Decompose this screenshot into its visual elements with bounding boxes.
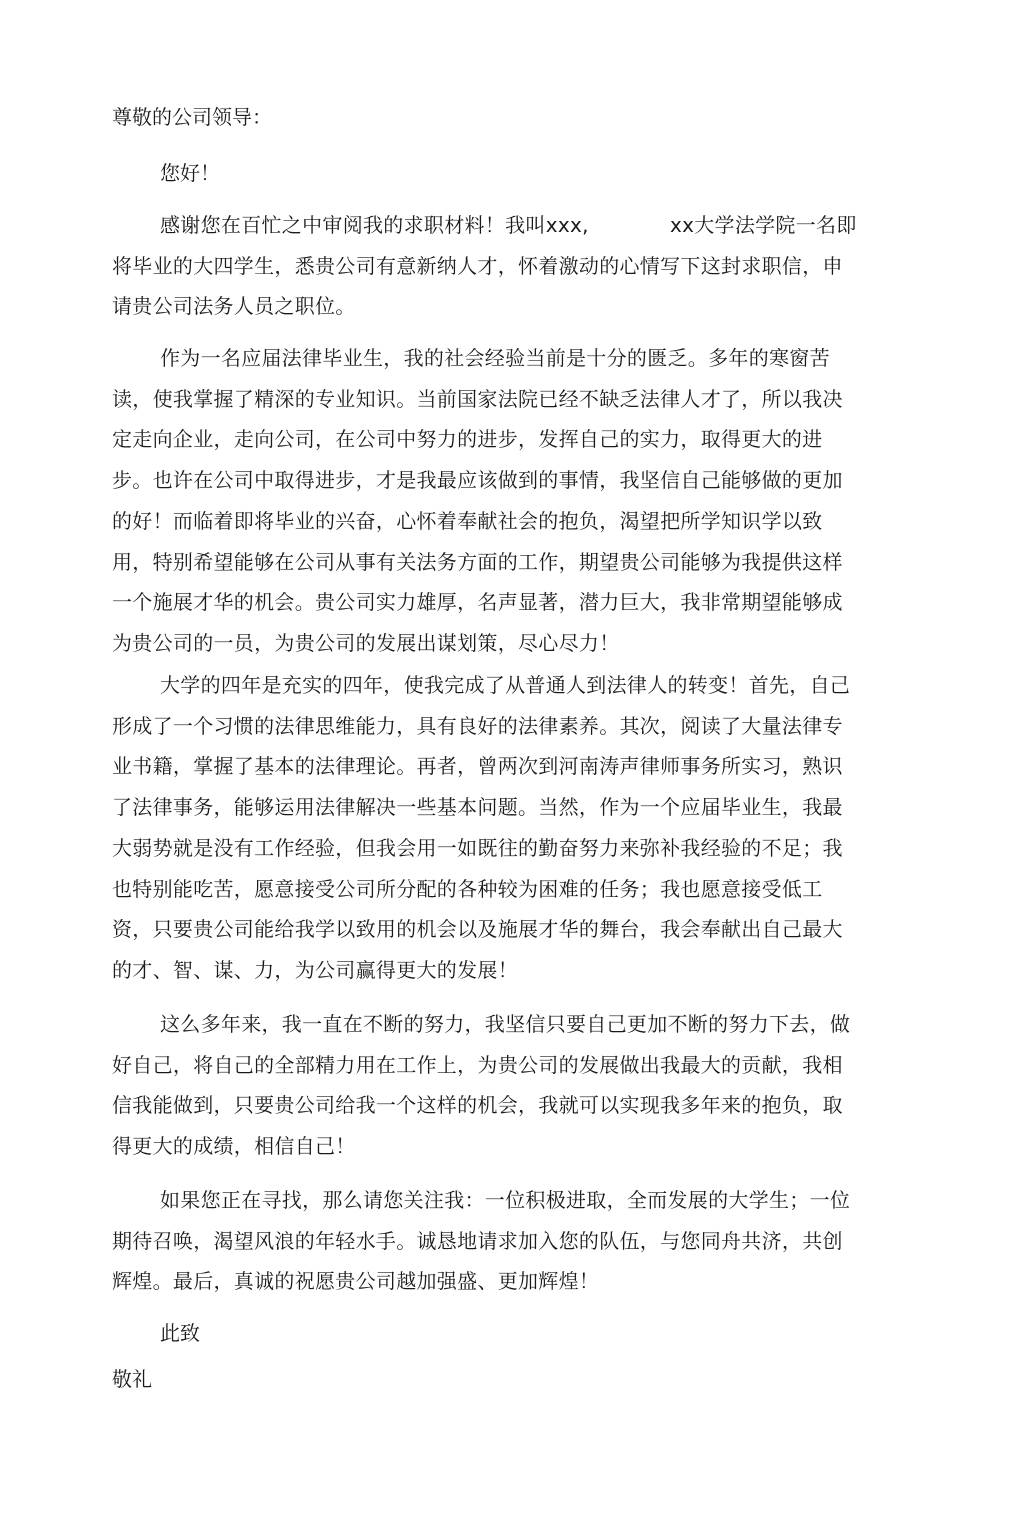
paragraph-commitment: 这么多年来，我一直在不断的努力，我坚信只要自己更加不断的努力下去，做好自己，将自己的全部精力用在工作上，为贵公司的发展做出我最大的贡献，我相信我能做到，只要贵公司给我一个这样的机会，我就可以实现我多年来的抱负，取得更大的成绩，相信自己！ <box>112 1012 851 1159</box>
paragraph-experience: 大学的四年是充实的四年，使我完成了从普通人到法律人的转变！首先，自己形成了一个习惯的法律思维能力，具有良好的法律素养。其次，阅读了大量法律专业书籍，掌握了基本的法律理论。再者，曾两次到河南涛声律师事务所实习，熟识了法律事务，能够运用法律解决一些基本问题。当然，作为一个应届毕业生，我最大弱势就是没有工作经验，但我会用一如既往的勤奋努力来弥补我经验的不足；我也特别能吃苦，愿意接受公司所分配的各种较为困难的任务；我也愿意接受低工资，只要贵公司能给我学以致用的机会以及施展才华的舞台，我会奉献出自己最大的才、智、谋、力，为公司赢得更大的发展！ <box>112 673 851 982</box>
paragraph-intro: 感谢您在百忙之中审阅我的求职材料！我叫xxx, xx大学法学院一名即将毕业的大四学生，悉贵公司有意新纳人才，怀着激动的心情写下这封求职信，申请贵公司法务人员之职位。 <box>112 213 857 319</box>
paragraph-motivation: 作为一名应届法律毕业生，我的社会经验当前是十分的匮乏。多年的寒窗苦读，使我掌握了精深的专业知识。当前国家法院已经不缺乏法律人才了，所以我决定走向企业，走向公司，在公司中努力的进步，发挥自己的实力，取得更大的进步。也许在公司中取得进步，才是我最应该做到的事情，我坚信自己能够做的更加的好！而临着即将毕业的兴奋，心怀着奉献社会的抱负，渴望把所学知识学以致用，特别希望能够在公司从事有关法务方面的工作，期望贵公司能够为我提供这样一个施展才华的机会。贵公司实力雄厚，名声显著，潜力巨大，我非常期望能够成为贵公司的一员，为贵公司的发展出谋划策，尽心尽力！ <box>112 346 843 655</box>
closing: 此致 <box>160 1321 200 1345</box>
greeting: 您好！ <box>160 161 220 185</box>
salutation: 尊敬的公司领导： <box>112 105 272 129</box>
regards: 敬礼 <box>112 1367 152 1391</box>
paragraph-conclusion: 如果您正在寻找，那么请您关注我：一位积极进取，全而发展的大学生；一位期待召唤，渴望风浪的年轻水手。诚恳地请求加入您的队伍，与您同舟共济，共创辉煌。最后，真诚的祝愿贵公司越加强盛、更加辉煌！ <box>112 1188 851 1294</box>
